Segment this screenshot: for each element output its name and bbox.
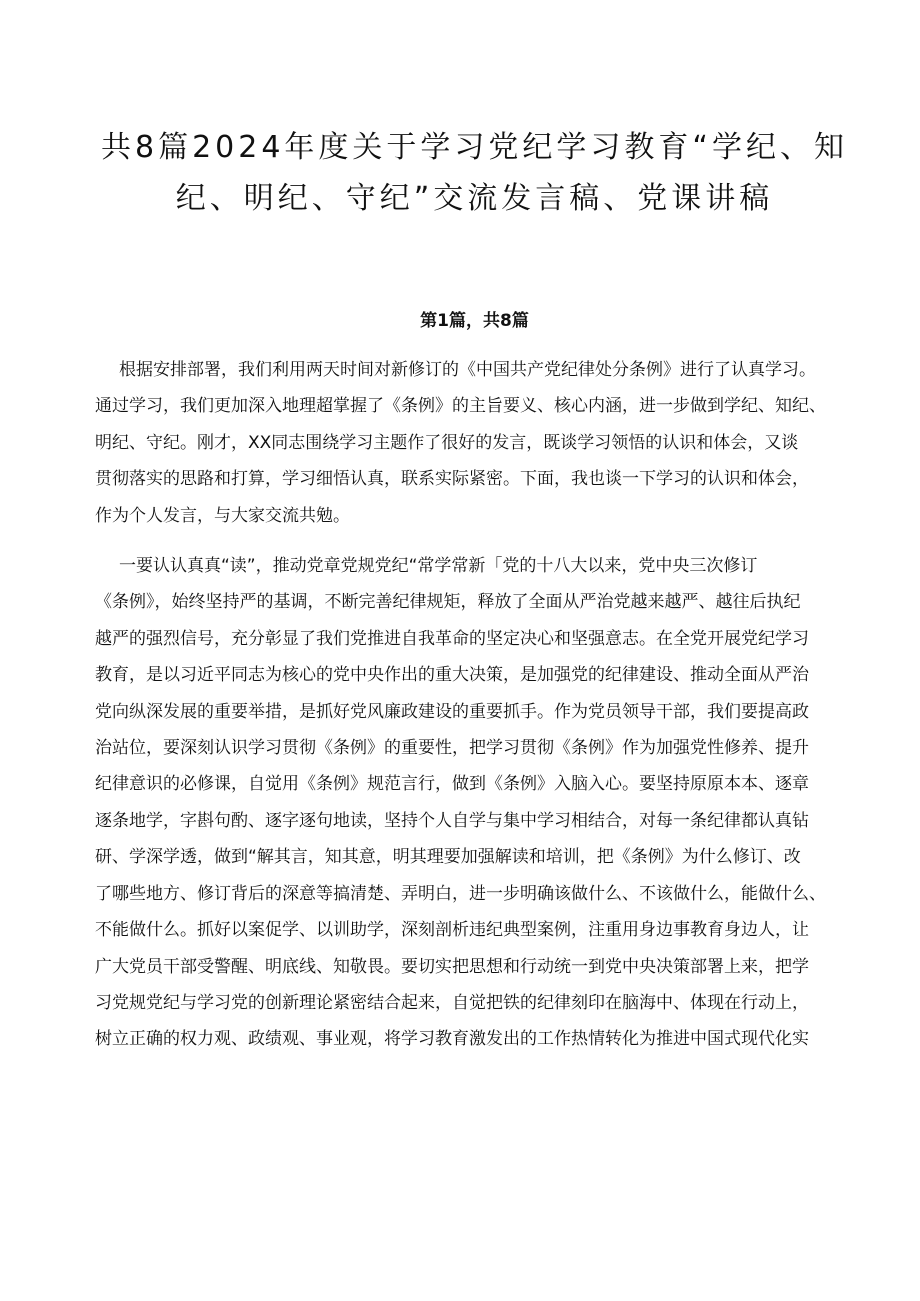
paragraph-2 bbox=[95, 548, 854, 1058]
paragraph-line: 逐条地学，字斟句酌、逐字逐句地读，坚持个人自学与集中学习相结合，对每一条纪律都认真钻 bbox=[95, 810, 809, 831]
paragraph-line: 通过学习，我们更加深入地理超掌握了《条例》的主旨要义、核心内涵，进一步做到学纪、知纪、 bbox=[95, 396, 826, 417]
paragraph-line: 习党规党纪与学习党的创新理论紧密结合起来，自觉把铁的纪律刻印在脑海中、体现在行动上， bbox=[95, 992, 809, 1013]
paragraph-line: 作为个人发言，与大家交流共勉。 bbox=[95, 505, 350, 526]
paragraph-line: 了哪些地方、修订背后的深意等搞清楚、弄明白，进一步明确该做什么、不该做什么，能做什么、 bbox=[95, 883, 826, 904]
paragraph-line: 治站位，要深刻认识学习贯彻《条例》的重要性，把学习贯彻《条例》作为加强党性修养、提升 bbox=[95, 738, 809, 759]
paragraph-line: 根据安排部署，我们利用两天时间对新修订的《中国共产党纪律处分条例》进行了认真学习。 bbox=[119, 360, 816, 380]
paragraph-line: 树立正确的权力观、政绩观、事业观，将学习教育激发出的工作热情转化为推进中国式现代化实 bbox=[95, 1029, 809, 1050]
paragraph-line: 《条例》，始终坚持严的基调，不断完善纪律规矩，释放了全面从严治党越来越严、越往后执纪 bbox=[95, 592, 801, 613]
paragraph-line: 越严的强烈信号，充分彰显了我们党推进自我革命的坚定决心和坚强意志。在全党开展党纪学习 bbox=[95, 628, 809, 649]
paragraph-line: 明纪、守纪。刚才，XX同志围绕学习主题作了很好的发言，既谈学习领悟的认识和体会，又谈 bbox=[95, 432, 799, 453]
document-title-line-1: 共8篇2024年度关于学习党纪学习教育“学纪、知 bbox=[101, 130, 848, 165]
section-heading: 第1篇，共8篇 bbox=[420, 311, 529, 331]
paragraph-line: 一要认认真真“读”，推动党章党规党纪“常学常新「党的十八大以来，党中央三次修订 bbox=[119, 556, 758, 577]
document-title-line-2: 纪、明纪、守纪”交流发言稿、党课讲稿 bbox=[175, 181, 774, 216]
paragraph-line: 纪律意识的必修课，自觉用《条例》规范言行，做到《条例》入脑入心。要坚持原原本本、逐章 bbox=[95, 774, 809, 795]
paragraph-line: 研、学深学透，做到“解其言，知其意，明其理要加强解读和培训，把《条例》为什么修订、改 bbox=[95, 847, 801, 868]
paragraph-line: 不能做什么。抓好以案促学、以训助学，深刻剖析违纪典型案例，注重用身边事教育身边人，让 bbox=[95, 920, 809, 941]
paragraph-line: 党向纵深发展的重要举措，是抓好党风廉政建设的重要抓手。作为党员领导干部，我们要提高政 bbox=[95, 701, 809, 722]
paragraph-1 bbox=[95, 352, 854, 534]
document-title bbox=[95, 122, 854, 224]
paragraph-line: 教育，是以习近平同志为核心的党中央作出的重大决策，是加强党的纪律建设、推动全面从严治 bbox=[95, 665, 809, 686]
paragraph-line: 贯彻落实的思路和打算，学习细悟认真，联系实际紧密。下面，我也谈一下学习的认识和体会， bbox=[95, 469, 809, 490]
paragraph-line: 广大党员干部受警醒、明底线、知敬畏。要切实把思想和行动统一到党中央决策部署上来，把学 bbox=[95, 956, 809, 977]
